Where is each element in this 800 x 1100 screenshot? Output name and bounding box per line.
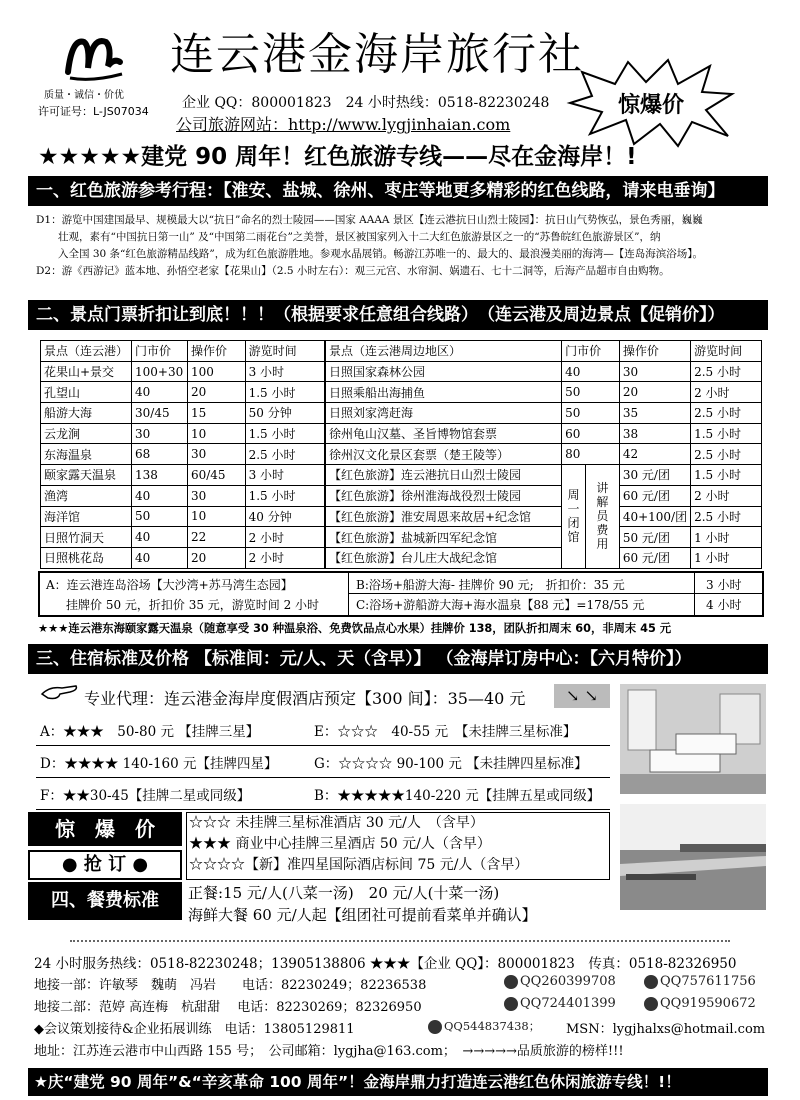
table-cell: 【红色旅游】徐州淮海战役烈士陵园 <box>326 485 562 506</box>
address-line: 地址：江苏连云港市中山西路 155 号； 公司邮箱：lygjha@163.com； →→→→→品质旅游的榜样!!! <box>34 1044 624 1059</box>
table-cell: 2.5 小时 <box>691 444 762 465</box>
table-cell: 【红色旅游】连云港抗日山烈士陵园 <box>326 465 562 486</box>
table-cell: 68 <box>132 444 188 465</box>
combo-c-time: 4 小时 <box>706 598 742 612</box>
table-cell: 35 <box>619 403 690 424</box>
grade-left: A：★★★ 50-80 元 【挂牌三星】 <box>40 724 260 740</box>
table-cell: 2.5 小时 <box>691 403 762 424</box>
headline: ★★★★★建党 90 周年！红色旅游专线——尽在金海岸！! <box>38 144 637 170</box>
table-row <box>326 506 762 527</box>
combo-time-divider <box>694 573 695 615</box>
table-cell: 1.5 小时 <box>245 485 324 506</box>
combo-a-line2: 挂牌价 50 元，折扣价 35 元，游览时间 2 小时 <box>66 598 320 612</box>
seaside-pier-photo <box>620 804 766 910</box>
table-row <box>41 403 325 424</box>
hand-pointer-icon <box>40 682 80 702</box>
table-cell: 60 元/团 <box>619 485 690 506</box>
grade-left: F：★★30-45【挂牌二星或同级】 <box>40 788 251 804</box>
qq-penguin-icon <box>644 975 658 989</box>
meeting-qq[interactable] <box>428 1018 540 1034</box>
closed-monday-label: 周一闭馆 <box>562 465 586 568</box>
table-row <box>326 444 762 465</box>
table-cell: 40 <box>132 547 188 568</box>
qq-number: QQ757611756 <box>660 974 756 989</box>
table-cell: 2.5 小时 <box>245 444 324 465</box>
qq-penguin-icon <box>504 975 518 989</box>
table-cell: 30 <box>619 361 690 382</box>
table-row <box>326 465 762 486</box>
table-row <box>41 382 325 403</box>
table-row <box>41 361 325 382</box>
table-cell: 50 <box>132 506 188 527</box>
table-row <box>41 485 325 506</box>
table-cell: 50 分钟 <box>245 403 324 424</box>
table-cell: 40 <box>132 485 188 506</box>
meals-line-2: 海鲜大餐 60 元/人起【组团社可提前看菜单并确认】 <box>188 906 537 924</box>
table-cell: 40 <box>562 361 620 382</box>
day1-line-c: 入全国 30 条“红色旅游精品线路”，成为红色旅游胜地。参观水晶展销。畅游江苏唯一的、最大的、最浪漫美丽的海湾—【连岛海滨浴场】。 <box>58 248 704 260</box>
column-header: 景点（连云港周边地区） <box>326 341 562 362</box>
day1-line-b: 壮观，素有“中国抗日第一山” 及“中国第二雨花台”之美誉，景区被国家列入十二大红色旅游景区之一的“苏鲁皖红色旅游景区”，纳 <box>58 231 661 243</box>
table-cell: 云龙涧 <box>41 423 132 444</box>
table-cell: 颐家露天温泉 <box>41 465 132 486</box>
special-offer-item: ☆☆☆ 未挂牌三星标准酒店 30 元/人 （含早） <box>189 815 484 831</box>
table-row <box>41 547 325 568</box>
table-cell: 1.5 小时 <box>245 382 324 403</box>
table-cell: 日照桃花岛 <box>41 547 132 568</box>
table-cell: 15 <box>187 403 245 424</box>
column-header: 操作价 <box>619 341 690 362</box>
table-cell: 2 小时 <box>245 547 324 568</box>
company-logo <box>62 28 130 84</box>
table-cell: 【红色旅游】淮安周恩来故居+纪念馆 <box>326 506 562 527</box>
combo-box <box>38 571 764 617</box>
table-cell: 日照国家森林公园 <box>326 361 562 382</box>
table-row <box>326 403 762 424</box>
special-offer-item: ★★★ 商业中心挂牌三星酒店 50 元/人（含早） <box>189 836 491 852</box>
combo-divider <box>348 573 349 615</box>
table-cell: 1.5 小时 <box>245 423 324 444</box>
combo-b-time: 3 小时 <box>706 578 742 592</box>
table-cell: 【红色旅游】盐城新四军纪念馆 <box>326 527 562 548</box>
table-row <box>41 423 325 444</box>
table-cell: 30 元/团 <box>619 465 690 486</box>
guide-fee-label: 讲解员费用 <box>585 465 619 568</box>
table-cell: 海洋馆 <box>41 506 132 527</box>
table-cell: 40 <box>132 527 188 548</box>
column-header: 操作价 <box>187 341 245 362</box>
table-cell: 40 分钟 <box>245 506 324 527</box>
grade-row <box>36 778 610 810</box>
meeting-line: ◆会议策划接待&企业拓展训练 电话：13805129811 <box>34 1022 355 1037</box>
table-cell: 20 <box>619 382 690 403</box>
table-row <box>41 527 325 548</box>
day1-line-a: D1：游览中国建国最早、规模最大以“抗日”命名的烈士陵园——国家 AAAA 景区【连云港抗日山烈士陵园】：抗日山气势恢弘，景色秀丽，巍巍 <box>36 214 703 226</box>
desk-one-qq-1[interactable] <box>504 974 616 989</box>
table-cell: 东海温泉 <box>41 444 132 465</box>
section-itinerary-title: 一、红色旅游参考行程：【淮安、盐城、徐州、枣庄等地更多精彩的红色线路，请来电垂询】 <box>28 176 768 206</box>
table-cell: 2.5 小时 <box>691 506 762 527</box>
special-price-label: 惊 爆 价 <box>28 812 182 846</box>
table-cell: 100+30 <box>132 361 188 382</box>
special-offers <box>186 812 610 880</box>
table-row <box>326 485 762 506</box>
table-cell: 日照乘船出海捕鱼 <box>326 382 562 403</box>
table-cell: 徐州龟山汉墓、圣旨博物馆套票 <box>326 423 562 444</box>
column-header: 门市价 <box>562 341 620 362</box>
table-cell: 孔望山 <box>41 382 132 403</box>
grade-left: D：★★★★ 140-160 元【挂牌四星】 <box>40 756 278 772</box>
table-cell: 3 小时 <box>245 465 324 486</box>
table-row <box>326 527 762 548</box>
website-line[interactable]: 公司旅游网站：http://www.lygjinhaian.com <box>176 115 511 134</box>
desk-two-qq-2[interactable] <box>644 996 756 1011</box>
desk-one-qq-2[interactable] <box>644 974 756 989</box>
table-cell: 1 小时 <box>691 547 762 568</box>
table-row <box>41 465 325 486</box>
desk-one-line: 地接一部：许敏琴 魏萌 冯岩 电话：82230249；82236538 <box>34 978 427 993</box>
desk-two-line: 地接二部：范婷 高连梅 杭甜甜 电话：82230269；82326950 <box>34 1000 422 1015</box>
special-offer-item: ☆☆☆☆【新】准四星国际酒店标间 75 元/人（含早） <box>189 857 529 873</box>
table-cell: 60 <box>562 423 620 444</box>
footer-banner: ★庆“建党 90 周年”&“辛亥革命 100 周年”！金海岸鼎力打造连云港红色休闲旅游专线！!！ <box>28 1068 768 1096</box>
grade-right: B：★★★★★140-220 元【挂牌五星或同级】 <box>314 788 601 804</box>
qq-number: QQ260399708 <box>520 974 616 989</box>
table-cell: 60/45 <box>187 465 245 486</box>
table-cell: 10 <box>187 506 245 527</box>
qq-penguin-icon <box>504 997 518 1011</box>
itinerary-text <box>36 212 771 280</box>
combo-b-line: B:浴场+船游大海- 挂牌价 90 元; 折扣价：35 元 <box>356 578 625 592</box>
license-number: 许可证号：L-JS07034 <box>38 105 149 118</box>
combo-a-line1: A：连云港连岛浴场【大沙湾+苏马湾生态园】 <box>46 578 293 592</box>
table-cell: 30 <box>132 423 188 444</box>
table-cell: 船游大海 <box>41 403 132 424</box>
table-cell: 30/45 <box>132 403 188 424</box>
table-cell: 20 <box>187 382 245 403</box>
table-row <box>41 444 325 465</box>
table-row <box>326 423 762 444</box>
hotel-room-photo <box>620 684 766 794</box>
table-cell: 【红色旅游】台儿庄大战纪念馆 <box>326 547 562 568</box>
table-cell: 22 <box>187 527 245 548</box>
table-cell: 1.5 小时 <box>691 423 762 444</box>
table-cell: 138 <box>132 465 188 486</box>
page-title: 连云港金海岸旅行社 <box>170 29 584 80</box>
qq-number: QQ724401399 <box>520 996 616 1011</box>
day2-line: D2：游《西游记》蓝本地、孙悟空老家【花果山】（2.5 小时左右）：观三元宫、水帘洞、娲遗石、七十二洞等，后海产品超市自由购物。 <box>36 265 670 277</box>
column-header: 游览时间 <box>691 341 762 362</box>
table-cell: 30 <box>187 485 245 506</box>
table-cell: 50 元/团 <box>619 527 690 548</box>
hot-spring-note: ★★★连云港东海颐家露天温泉（随意享受 30 种温泉浴、免费饮品点心水果）挂牌价 138，团队折扣周末 60，非周末 45 元 <box>38 622 672 635</box>
burst-badge <box>560 58 740 148</box>
qq-number: QQ544837438； <box>444 1019 541 1033</box>
column-header: 景点（连云港） <box>41 341 132 362</box>
table-row <box>326 547 762 568</box>
table-cell: 30 <box>187 444 245 465</box>
grade-row <box>36 714 610 746</box>
company-slogan: 质量・诚信・价优 <box>44 90 124 101</box>
table-cell: 10 <box>187 423 245 444</box>
table-cell: 日照刘家湾赶海 <box>326 403 562 424</box>
hotline-line: 24 小时服务热线：0518-82230248；13905138806 ★★★【企业 QQ】：800001823 传真：0518-82326950 <box>34 956 737 972</box>
combo-c-line: C:浴场+游船游大海+海水温泉【88 元】=178/55 元 <box>356 598 645 612</box>
footer-separator <box>70 940 730 942</box>
msn-line[interactable]: MSN：lygjhalxs@hotmail.com <box>566 1022 766 1037</box>
table-cell: 日照竹洞天 <box>41 527 132 548</box>
table-cell: 2 小时 <box>245 527 324 548</box>
table-cell: 2.5 小时 <box>691 361 762 382</box>
desk-two-qq-1[interactable] <box>504 996 616 1011</box>
rush-booking-label: ● 抢 订 ● <box>28 850 182 880</box>
qq-penguin-icon <box>428 1020 442 1034</box>
table-cell: 60 元/团 <box>619 547 690 568</box>
qq-number: QQ919590672 <box>660 996 756 1011</box>
table-cell: 50 <box>562 403 620 424</box>
qq-penguin-icon <box>644 997 658 1011</box>
table-cell: 50 <box>562 382 620 403</box>
tickets-table-local <box>40 340 325 569</box>
table-cell: 2 小时 <box>691 382 762 403</box>
table-cell: 40+100/团 <box>619 506 690 527</box>
table-row <box>326 361 762 382</box>
column-header: 门市价 <box>132 341 188 362</box>
section-tickets-title: 二、景点门票折扣让到底！！！（根据要求任意组合线路） （连云港及周边景点【促销价】） <box>28 300 768 330</box>
section-meals-title: 四、餐费标准 <box>28 882 182 920</box>
table-cell: 1 小时 <box>691 527 762 548</box>
contact-line: 企业 QQ：800001823 24 小时热线：0518-82230248 <box>182 95 550 111</box>
section-lodging-title: 三、住宿标准及价格 【标准间：元/人、天（含早）】 （金海岸订房中心：【六月特价】） <box>28 644 768 674</box>
burst-text: 惊爆价 <box>618 93 685 118</box>
table-cell: 100 <box>187 361 245 382</box>
table-cell: 渔湾 <box>41 485 132 506</box>
table-cell: 花果山+景交 <box>41 361 132 382</box>
table-cell: 20 <box>187 547 245 568</box>
table-cell: 2 小时 <box>691 485 762 506</box>
agency-line: 专业代理：连云港金海岸度假酒店预定【300 间】：35—40 元 <box>84 689 526 708</box>
table-cell: 42 <box>619 444 690 465</box>
table-cell: 80 <box>562 444 620 465</box>
grade-right: E：☆☆☆ 40-55 元 【未挂牌三星标准】 <box>314 724 577 740</box>
arrow-badge: ↘ ↘ <box>554 684 610 708</box>
table-cell: 40 <box>132 382 188 403</box>
combo-mid-line <box>348 593 762 594</box>
grade-row <box>36 746 610 778</box>
table-cell: 38 <box>619 423 690 444</box>
table-cell: 3 小时 <box>245 361 324 382</box>
meals-line-1: 正餐:15 元/人(八菜一汤) 20 元/人(十菜一汤) <box>188 884 500 902</box>
table-row <box>326 382 762 403</box>
table-cell: 1.5 小时 <box>691 465 762 486</box>
table-cell: 徐州汉文化景区套票（楚王陵等） <box>326 444 562 465</box>
tickets-table-surrounding <box>325 340 762 569</box>
table-row <box>41 506 325 527</box>
grade-right: G：☆☆☆☆ 90-100 元 【未挂牌四星标准】 <box>314 756 588 772</box>
column-header: 游览时间 <box>245 341 324 362</box>
